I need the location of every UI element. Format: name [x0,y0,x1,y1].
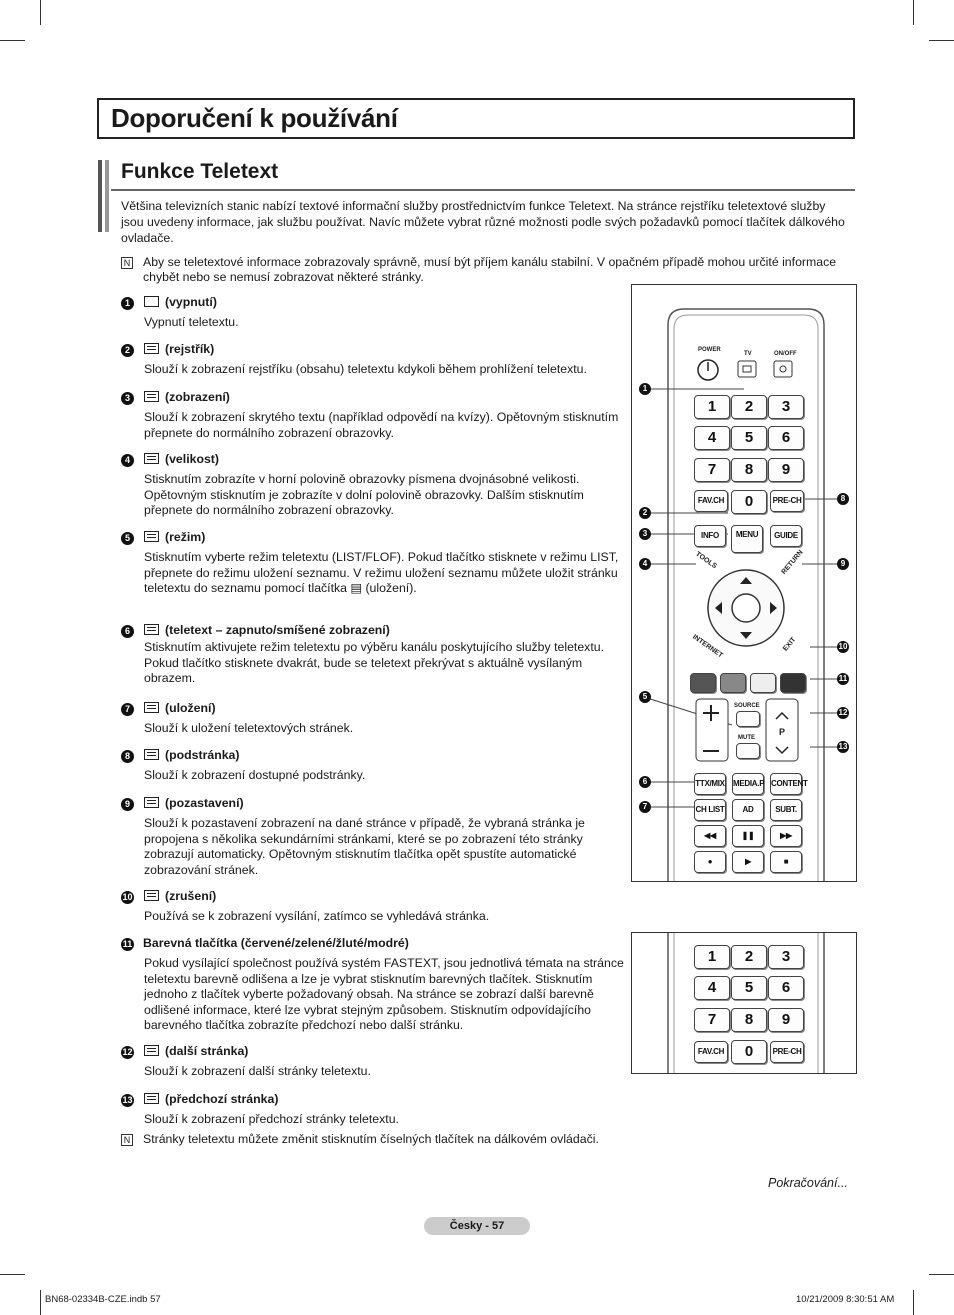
content-button[interactable]: CONTENT [770,773,802,795]
item-description: Používá se k zobrazení vysílání, zatímco se vyhledává stránka. [144,909,490,923]
stop-button[interactable]: ■ [770,851,802,873]
tv-label: TV [744,351,752,357]
item-title: (předchozí stránka) [165,1092,279,1106]
item-title: Barevná tlačítka (červené/zelené/žluté/modré) [143,936,409,950]
callout-marker: 8 [837,493,849,505]
crop-mark [929,40,954,41]
index-icon [144,343,159,354]
crop-mark [929,1274,954,1275]
keypad-illustration [631,932,857,1074]
item-description: Pokud vysílající společnost používá systém FASTEXT, jsou jednotlivá témata na stránce teletextu barevně odlišena a lze je vybrat stisknutím barevných tlačítek. Stisknutím jednoho z tlačítek vyberte požadovaný obsah. Na stránce se zobrazí další barevně odlišené informace, které lze vybrat stejným způsobem. Stisknutím odpovídajícího barevného tlačítka zobrazíte předchozí nebo další stránku. [144,956,624,1032]
item-title: (režim) [165,530,206,544]
crop-mark [913,1290,914,1315]
callout-marker: 2 [639,507,651,519]
info-button[interactable]: INFO [694,525,726,547]
digit-button[interactable]: 1 [694,395,730,419]
teletext-item [121,1044,626,1084]
red-button[interactable] [690,673,716,693]
crop-mark [0,1274,25,1275]
item-description: Slouží k zobrazení rejstříku (obsahu) teletextu kdykoli během prohlížení teletextu. [144,362,587,376]
item-title: (podstránka) [165,748,240,762]
item-number: 6 [121,625,134,638]
item-title: (vypnutí) [165,295,217,309]
section-divider [111,189,855,191]
teletext-item [121,796,626,881]
note-text: Aby se teletextové informace zobrazovaly správně, musí být příjem kanálu stabilní. V opačném případě mohou určité informace chybět nebo se nemusí zobrazovat některé stránky. [143,255,837,284]
teletext-item [121,701,626,741]
section-title: Funkce Teletext [121,160,279,183]
digit-button[interactable]: 0 [731,490,767,514]
note-icon: N [121,1134,133,1146]
internet-label: INTERNET [691,633,724,660]
crop-mark [40,1290,41,1315]
p-label: P [779,727,786,737]
teletext-item [121,936,626,1036]
teletext-item [121,390,626,445]
digit-button[interactable]: 9 [768,1008,804,1032]
size-icon [144,453,159,464]
callout-marker: 7 [639,801,651,813]
subt-button[interactable]: SUBT. [770,799,802,821]
callout-marker: 5 [639,691,651,703]
subpage-icon [144,749,159,760]
callout-marker: 1 [639,383,651,395]
item-title: (teletext – zapnuto/smíšené zobrazení) [165,623,390,637]
digit-button[interactable]: 4 [694,976,730,1000]
source-label: SOURCE [734,703,760,709]
callout-marker: 3 [639,528,651,540]
crop-mark [0,40,25,41]
item-title: (pozastavení) [165,796,244,810]
digit-button[interactable]: 2 [731,945,767,969]
callout-marker: 11 [838,674,848,683]
digit-button[interactable]: 5 [731,426,767,450]
teletext-item [121,295,626,335]
exit-label: EXIT [782,636,798,653]
item-description: Slouží k zobrazení předchozí stránky teletextu. [144,1112,399,1126]
item-title: (rejstřík) [165,342,215,356]
digit-button[interactable]: 8 [731,458,767,482]
item-number: 12 [122,1047,133,1057]
teletext-item [121,342,626,382]
ad-button[interactable]: AD [732,799,764,821]
digit-button[interactable]: 3 [768,945,804,969]
intro-paragraph: Většina televizních stanic nabízí textové informační služby prostřednictvím funkce Teletext. Na stránce rejstříku teletextové služby jsou uvedeny informace, jak službu používat. Navíc můžete vybrat různé možnosti podle svých požadavků pomocí tlačítek dálkového ovladače. [121,199,845,245]
digit-button[interactable]: 8 [731,1008,767,1032]
teletext-item [121,530,626,615]
item-description: Stisknutím zobrazíte v horní polovině obrazovky písmena dvojnásobné velikosti. Opětovným stisknutím je zobrazíte v dolní polovině obrazovky. Dalším stisknutím přepnete do normálního zobrazení obrazovky. [144,472,584,517]
item-description: Slouží k uložení teletextových stránek. [144,721,354,735]
print-info: BN68-02334B-CZE.indb 57 [45,1294,161,1305]
crop-mark [40,0,41,25]
yellow-button[interactable] [750,673,776,693]
digit-button[interactable]: 7 [694,1008,730,1032]
digit-button[interactable]: 6 [768,426,804,450]
teletext-item [121,452,626,522]
item-number: 4 [121,454,134,467]
digit-button[interactable]: 1 [694,945,730,969]
teletext-on-icon [144,624,159,635]
callout-marker: 6 [639,776,651,788]
item-description: Vypnutí teletextu. [144,315,239,329]
pause-button[interactable]: ❚❚ [732,825,764,847]
item-title: (zrušení) [165,889,217,903]
callout-marker: 10 [838,642,848,651]
digit-button[interactable]: 2 [731,395,767,419]
item-number: 11 [122,939,133,949]
item-number: 7 [121,703,134,716]
digit-button[interactable]: 4 [694,426,730,450]
teletext-item [121,748,626,788]
green-button[interactable] [720,673,746,693]
item-description: Stisknutím vyberte režim teletextu (LIST/FLOF). Pokud tlačítko stisknete v režimu LIST, přepnete do režimu uložení seznamu. V režimu uložení seznamu můžete uložit stránku teletextu do seznamu pomocí tlačítka ▤ (uložení). [144,550,619,595]
item-description: Stisknutím aktivujete režim teletextu po výběru kanálu poskytujícího služby teletextu. Pokud tlačítko stisknete dvakrát, bude se teletext překrývat s aktuálně vysílaným obrazem. [144,640,604,685]
cancel-icon [144,890,159,901]
note-icon: N [121,257,133,269]
fav-ch-button[interactable]: FAV.CH [694,490,728,512]
tools-label: TOOLS [694,550,718,571]
pre-ch-button[interactable]: PRE-CH [770,1041,804,1063]
item-number: 8 [121,750,134,763]
print-timestamp: 10/21/2009 8:30:51 AM [796,1294,895,1305]
digit-button[interactable]: 6 [768,976,804,1000]
digit-button[interactable]: 0 [731,1040,767,1064]
continued-label: Pokračování... [768,1176,848,1190]
teletext-item [121,1092,626,1132]
item-number: 9 [121,798,134,811]
mute-button[interactable] [736,743,760,759]
remote-illustration [631,284,857,882]
digit-button[interactable]: 9 [768,458,804,482]
item-number: 10 [122,892,133,902]
callout-marker: 13 [838,742,848,751]
teletext-off-icon [144,296,159,307]
digit-button[interactable]: 3 [768,395,804,419]
item-description: Slouží k pozastavení zobrazení na dané stránce v případě, že vybraná stránka je propojena s několika sekundárními stránkami, které se po zobrazení této stránky zobrazují automaticky. Opětovným stisknutím tlačítka opět spustíte automatické zobrazování stránek. [144,816,585,877]
item-description: Slouží k zobrazení dostupné podstránky. [144,768,366,782]
digit-button[interactable]: 5 [731,976,767,1000]
item-description: Slouží k zobrazení další stránky teletextu. [144,1064,371,1078]
hold-icon [144,797,159,808]
item-number: 3 [121,392,134,405]
chapter-header [97,98,855,139]
blue-button[interactable] [780,673,806,693]
callout-marker: 4 [639,558,651,570]
ch-list-button[interactable]: CH LIST [694,799,726,821]
item-title: (další stránka) [165,1044,249,1058]
item-number: 2 [121,344,134,357]
page-up-icon [144,1045,159,1056]
digit-button[interactable]: 7 [694,458,730,482]
power-label: POWER [698,347,721,353]
item-number: 5 [121,532,134,545]
teletext-item [121,889,626,929]
reveal-icon [144,391,159,402]
onoff-label: ON/OFF [774,351,797,357]
page-title: Doporučení k používání [111,103,398,133]
item-title: (uložení) [165,701,216,715]
media-p-button[interactable]: MEDIA.P [732,773,764,795]
fast-forward-button[interactable]: ▶▶ [770,825,802,847]
note-text: Stránky teletextu můžete změnit stisknutím číselných tlačítek na dálkovém ovládači. [143,1132,599,1146]
return-label: RETURN [780,549,805,576]
pre-ch-button[interactable]: PRE-CH [770,490,804,512]
page-number: Česky - 57 [424,1217,530,1235]
section-bar [98,160,102,232]
item-title: (zobrazení) [165,390,230,404]
page-down-icon [144,1093,159,1104]
item-description: Slouží k zobrazení skrytého textu (například odpovědí na kvízy). Opětovným stisknutím přepnete do normálního zobrazení obrazovky. [144,410,619,440]
item-number: 1 [121,297,134,310]
fav-ch-button[interactable]: FAV.CH [694,1041,728,1063]
rewind-button[interactable]: ◀◀ [694,825,726,847]
play-button[interactable]: ▶ [732,851,764,873]
mute-label: MUTE [738,735,755,741]
mode-icon [144,531,159,542]
section-bar [105,160,109,232]
menu-button[interactable]: MENU [731,525,763,553]
callout-marker: 9 [837,558,849,570]
ttx-mix-button[interactable]: TTX/MIX [694,773,726,795]
callout-marker: 12 [838,708,848,717]
guide-button[interactable]: GUIDE [770,525,802,547]
store-icon [144,702,159,713]
record-button[interactable]: ● [694,851,726,873]
item-number: 13 [122,1095,133,1105]
crop-mark [913,0,914,25]
teletext-item [121,623,626,693]
item-title: (velikost) [165,452,219,466]
source-button[interactable] [736,711,760,727]
